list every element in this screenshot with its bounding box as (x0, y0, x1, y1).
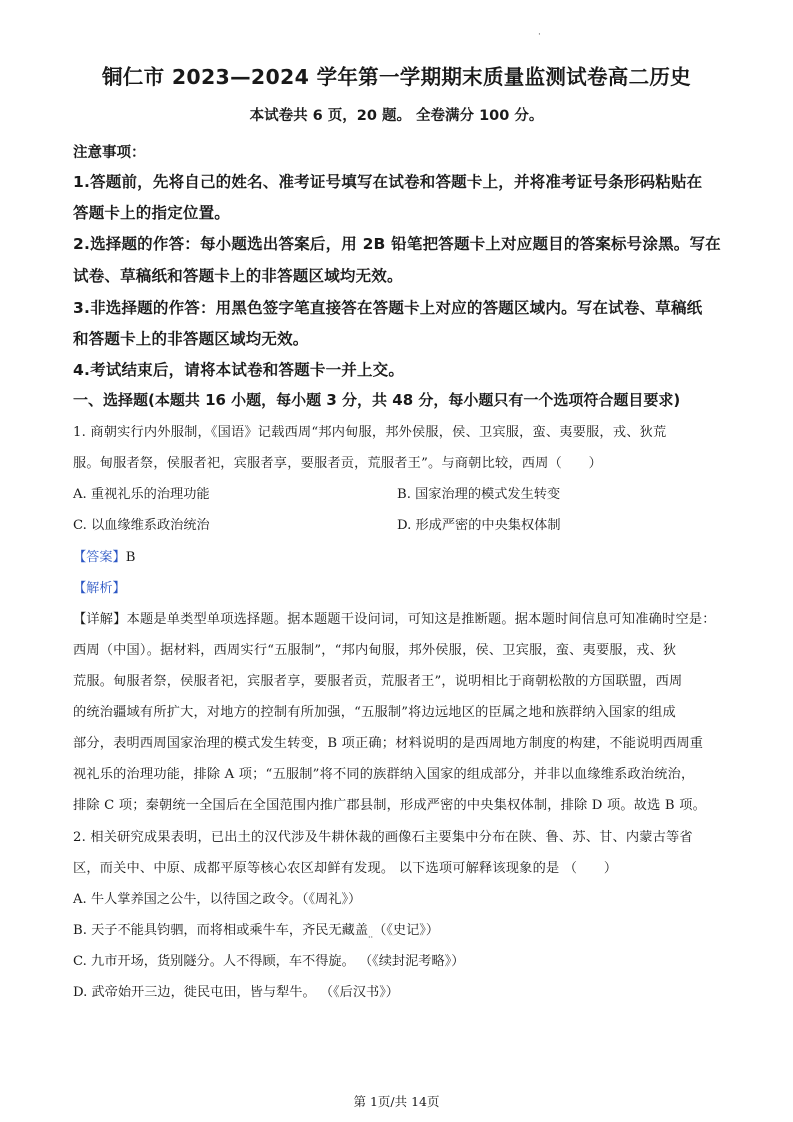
answer-tag: 【答案】 (73, 550, 126, 565)
question-2-option-d: D. 武帝始开三边，徙民屯田，皆与犁牛。 （《后汉书》） (73, 985, 399, 1000)
notice-line: 3.非选择题的作答：用黑色签字笔直接答在答题卡上对应的答题区域内。写在试卷、草稿纸 (73, 299, 703, 317)
question-2-option-b (73, 919, 439, 940)
answer-value: B (125, 550, 136, 565)
detail-line: 荒服。甸服者祭，侯服者祀，宾服者享，要服者贡，荒服者王”，说明相比于商朝松散的方国联盟，西周 (73, 674, 683, 689)
detail-text: 本题是单类型单项选择题。据本题题干设问词，可知这是推断题。据本题时间信息可知准确时空是： (126, 612, 716, 627)
question-1-stem: 服。甸服者祭，侯服者祀，宾服者享，要服者贡，荒服者王”。与商朝比较，西周（ ） (73, 456, 603, 471)
question-2-stem: 2. 相关研究成果表明，已出土的汉代涉及牛耕休裁的画像石主要集中分布在陕、鲁、苏、甘、内蒙古等省 (73, 830, 693, 845)
notice-line: 1.答题前，先将自己的姓名、准考证号填写在试卷和答题卡上，并将准考证号条形码粘贴在 (73, 173, 703, 191)
scan-dot: · (538, 30, 541, 40)
page-subtitle: 本试卷共 6 页，20 题。 全卷满分 100 分。 (249, 108, 544, 124)
question-2-option-a: A. 牛人掌养国之公牛，以待国之政令。（《周礼》） (73, 892, 362, 907)
notice-line: 4.考试结束后，请将本试卷和答题卡一并上交。 (73, 361, 405, 379)
section-heading: 一、选择题(本题共 16 小题，每小题 3 分，共 48 分，每小题只有一个选项符合题目要求) (73, 391, 681, 409)
detail-tag: 【详解】 (73, 612, 127, 627)
question-1-stem: 1. 商朝实行内外服制，《国语》记载西周“邦内甸服，邦外侯服，侯、卫宾服，蛮、夷要服，戎、狄荒 (73, 425, 667, 440)
page-title: 铜仁市 2023—2024 学年第一学期期末质量监测试卷高二历史 (102, 65, 691, 89)
question-2-option-b-text: B. 天子不能具钧驷，而将相或乘牛车，齐民无藏盖 (73, 923, 369, 938)
detail-line: 视礼乐的治理功能，排除 A 项；“五服制”将不同的族群纳入国家的组成部分，并非以血缘维系政治统治， (73, 767, 695, 782)
question-1-option-d: D. 形成严密的中央集权体制 (397, 518, 561, 533)
notice-line: 和答题卡上的非答题区域均无效。 (73, 330, 309, 348)
notice-heading: 注意事项： (73, 145, 146, 161)
detail-line: 排除 C 项；秦朝统一全国后在全国范围内推广郡县制，形成严密的中央集权体制，排除 D 项。故选 B 项。 (73, 798, 706, 813)
detail-line: 的统治疆域有所扩大，对地方的控制有所加强，“五服制”将边远地区的臣属之地和族群纳入国家的组成 (73, 705, 676, 720)
small-dot: .. (368, 930, 374, 940)
detail-line: 部分，表明西周国家治理的模式发生转变，B 项正确；材料说明的是西周地方制度的构建，不能说明西周重 (73, 736, 704, 751)
detail-line (73, 608, 716, 627)
question-2-option-b-source: （《史记》） (373, 923, 440, 938)
notice-line: 2.选择题的作答：每小题选出答案后，用 2B 铅笔把答题卡上对应题目的答案标号涂黑。写在 (73, 235, 721, 253)
question-2-option-c: C. 九市开场，货别隧分。人不得顾，车不得旋。 （《续封泥考略》） (73, 954, 465, 969)
page-footer: 第 1页/共 14页 (353, 1094, 440, 1109)
analysis-tag: 【解析】 (73, 581, 126, 596)
question-1-option-c: C. 以血缘维系政治统治 (73, 518, 210, 533)
answer-line (73, 546, 135, 565)
question-1-option-b: B. 国家治理的模式发生转变 (397, 487, 561, 502)
notice-line: 答题卡上的指定位置。 (73, 204, 231, 222)
question-1-option-a: A. 重视礼乐的治理功能 (73, 487, 210, 502)
question-2-stem: 区，而关中、中原、成都平原等核心农区却鲜有发现。 以下选项可解释该现象的是 （ ） (73, 861, 618, 876)
notice-line: 试卷、草稿纸和答题卡上的非答题区域均无效。 (73, 267, 403, 285)
detail-line: 西周（中国）。据材料，西周实行“五服制”，“邦内甸服，邦外侯服，侯、卫宾服，蛮、夷要服，戎、狄 (73, 643, 677, 658)
